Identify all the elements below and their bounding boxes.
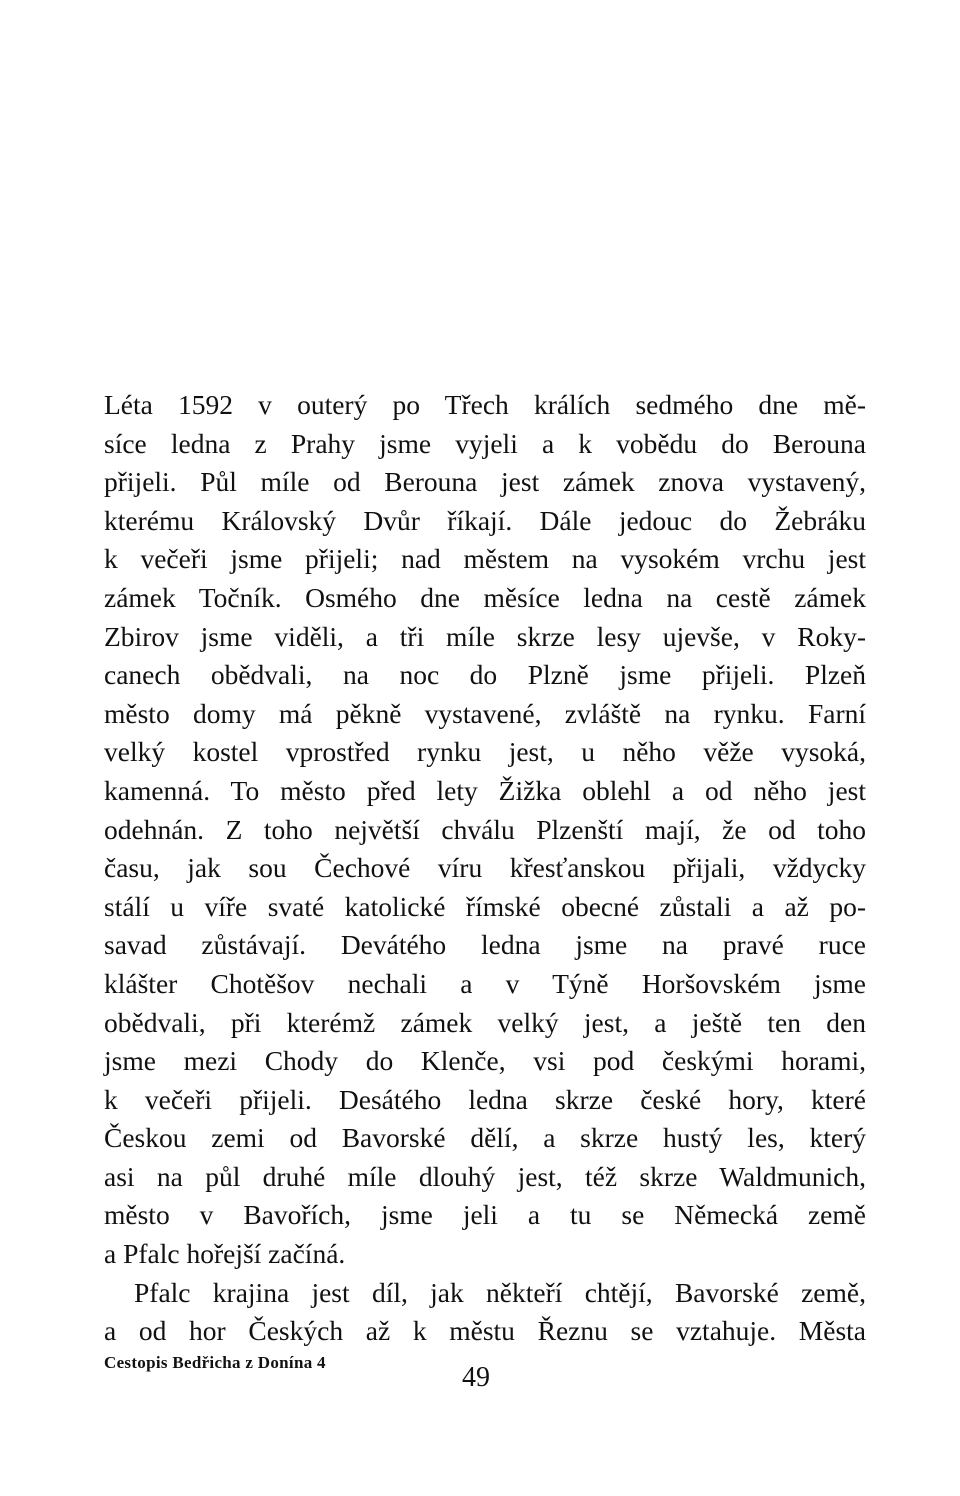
text-line: velký kostel vprostřed rynku jest, u něho věže vysoká, (104, 736, 866, 768)
text-line: času, jak sou Čechové víru křesťanskou přijali, vždycky (104, 852, 866, 884)
text-line: odehnán. Z toho největší chválu Plzenští mají, že od toho (104, 813, 866, 845)
text-line: canech obědvali, na noc do Plzně jsme přijeli. Plzeň (104, 659, 866, 691)
text-line: Zbirov jsme viděli, a tři míle skrze lesy ujevše, v Roky- (104, 620, 866, 652)
text-line: savad zůstávají. Devátého ledna jsme na pravé ruce (104, 929, 866, 961)
text-line: obědvali, při kterémž zámek velký jest, a ještě ten den (104, 1006, 866, 1038)
text-line: a od hor Českých až k městu Řeznu se vztahuje. Města (104, 1315, 866, 1347)
text-line: město domy má pěkně vystavené, zvláště na rynku. Farní (104, 697, 866, 729)
text-line: město v Bavořích, jsme jeli a tu se Německá země (104, 1199, 866, 1231)
text-line: jsme mezi Chody do Klenče, vsi pod českými horami, (104, 1045, 866, 1077)
text-line: stálí u víře svaté katolické římské obecné zůstali a až po- (104, 890, 866, 922)
text-line: klášter Chotěšov nechali a v Týně Horšovském jsme (104, 967, 866, 999)
body-text (104, 386, 866, 1351)
text-line: k večeři jsme přijeli; nad městem na vysokém vrchu jest (104, 543, 866, 575)
text-line: Českou zemi od Bavorské dělí, a skrze hustý les, který (104, 1122, 866, 1154)
paragraph-start-line: Pfalc krajina jest díl, jak někteří chtějí, Bavorské země, (134, 1276, 866, 1308)
footer-source-signature: Cestopis Bedřicha z Donína 4 (104, 1353, 326, 1372)
text-line: Léta 1592 v outerý po Třech králích sedmého dne mě- (104, 389, 866, 420)
text-line: zámek Točník. Osmého dne měsíce ledna na cestě zámek (104, 581, 866, 613)
text-line: síce ledna z Prahy jsme vyjeli a k vobědu do Berouna (104, 427, 866, 459)
page-number: 49 (462, 1362, 490, 1393)
text-line: asi na půl druhé míle dlouhý jest, též skrze Waldmunich, (104, 1160, 866, 1192)
paragraph-end-line: a Pfalc hořejší začíná. (104, 1238, 346, 1270)
text-line: kterému Královský Dvůr říkají. Dále jedouc do Žebráku (104, 504, 866, 536)
text-line: kamenná. To město před lety Žižka oblehl a od něho jest (104, 774, 866, 806)
text-line: k večeři přijeli. Desátého ledna skrze české hory, které (104, 1083, 866, 1115)
text-line: přijeli. Půl míle od Berouna jest zámek znova vystavený, (104, 466, 866, 498)
